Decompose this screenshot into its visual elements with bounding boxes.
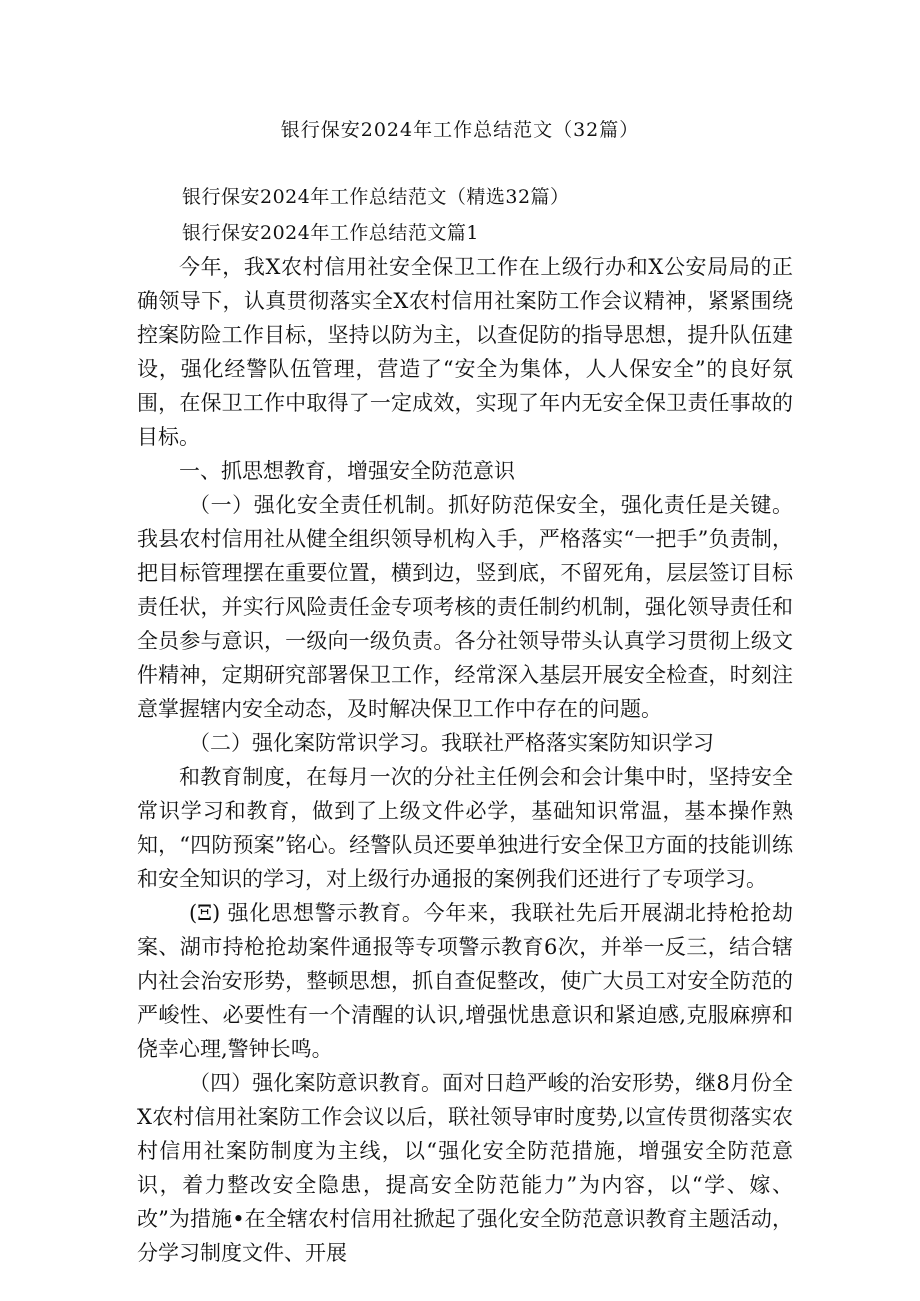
document-body bbox=[137, 250, 793, 1270]
paragraph: （一）强化安全责任机制。抓好防范保安全，强化责任是关键。我县农村信用社从健全组织领导机构入手，严格落实“一把手”负责制，把目标管理摆在重要位置，横到边，竖到底，不留死角，层层签订目标责任状，并实行风险责任金专项考核的责任制约机制，强化领导责任和全员参与意识，一级向一级负责。各分社领导带头认真学习贯彻上级文件精神，定期研究部署保卫工作，经常深入基层开展安全检查，时刻注意掌握辖内安全动态，及时解决保卫工作中存在的问题。 bbox=[137, 493, 793, 721]
paragraph: （二）强化案防常识学习。我联社严格落实案防知识学习 bbox=[189, 731, 714, 755]
paragraph: 今年，我X农村信用社安全保卫工作在上级行办和X公安局局的正确领导下，认真贯彻落实全X农村信用社案防工作会议精神，紧紧围绕控案防险工作目标，坚持以防为主，以查促防的指导思想，提升队伍建设，强化经警队伍管理，营造了“安全为集体，人人保安全”的良好氛围，在保卫工作中取得了一定成效，实现了年内无安全保卫责任事故的目标。 bbox=[137, 255, 793, 449]
document-subtitle: 银行保安2024年工作总结范文（精选32篇） bbox=[182, 186, 570, 208]
section-heading: 一、抓思想教育，增强安全防范意识 bbox=[179, 459, 515, 483]
paragraph: 和教育制度，在每月一次的分社主任例会和会计集中时，坚持安全常识学习和教育，做到了上级文件必学，基础知识常温，基本操作熟知，“四防预案”铭心。经警队员还要单独进行安全保卫方面的技能训练和安全知识的学习，对上级行办通报的案例我们还进行了专项学习。 bbox=[137, 765, 793, 891]
section-title: 银行保安2024年工作总结范文篇1 bbox=[182, 222, 479, 244]
document-title: 银行保安2024年工作总结范文（32篇） bbox=[280, 119, 640, 141]
paragraph: (Ξ) 强化思想警示教育。今年来，我联社先后开展湖北持枪抢劫案、湖市持枪抢劫案件通报等专项警示教育6次，并举一反三，结合辖内社会治安形势，整顿思想，抓自查促整改，使广大员工对安全防范的严峻性、必要性有一个清醒的认识,增强忧患意识和紧迫感,克服麻痹和侥幸心理,警钟长鸣。 bbox=[137, 901, 793, 1061]
paragraph: （四）强化案防意识教育。面对日趋严峻的治安形势，继8月份全X农村信用社案防工作会议以后，联社领导审时度势,以宣传贯彻落实农村信用社案防制度为主线，以“强化安全防范措施，增强安全防范意识，着力整改安全隐患，提高安全防范能力”为内容，以“学、嫁、改”为措施•在全辖农村信用社掀起了强化安全防范意识教育主题活动，分学习制度文件、开展 bbox=[137, 1071, 793, 1265]
